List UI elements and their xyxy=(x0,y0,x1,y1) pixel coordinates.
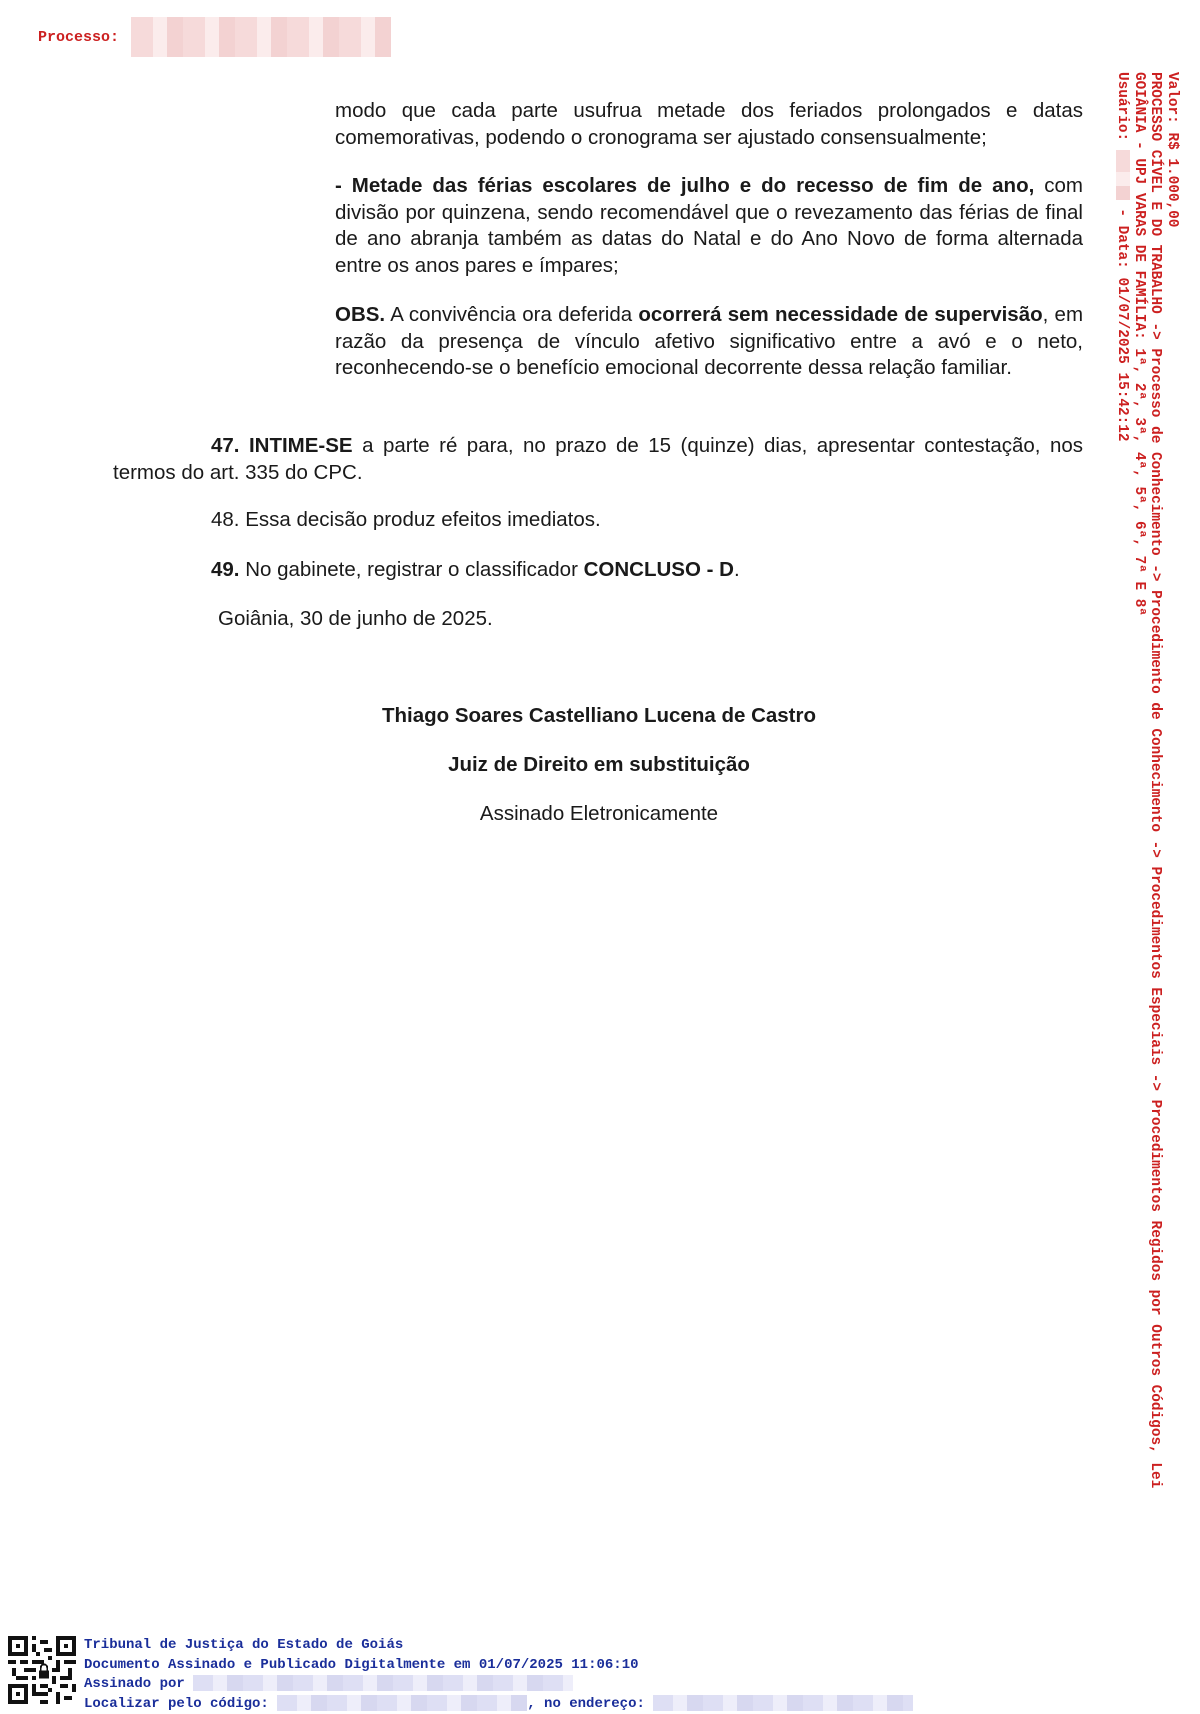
process-header xyxy=(38,20,391,54)
process-number-redacted xyxy=(131,17,391,57)
date-line-text: Goiânia, 30 de junho de 2025. xyxy=(218,607,493,630)
footer-published: Documento Assinado e Publicado Digitalmente em 01/07/2025 11:06:10 xyxy=(84,1656,913,1676)
footer-locate-label: Localizar pelo código: xyxy=(84,1696,269,1712)
item-47-bold: INTIME-SE xyxy=(249,434,353,457)
side-stamp-value: Valor: R$ 1.000,00 xyxy=(1164,72,1181,1712)
paragraph-holidays xyxy=(335,98,1083,151)
obs-bold-phrase: ocorrerá sem necessidade de supervisão xyxy=(638,303,1042,326)
signature-footer xyxy=(8,1636,913,1714)
qr-code-icon[interactable] xyxy=(8,1636,76,1704)
item-48 xyxy=(211,507,601,534)
paragraph-obs xyxy=(335,302,1083,382)
footer-court: Tribunal de Justiça do Estado de Goiás xyxy=(84,1636,913,1656)
side-stamp-user-label: Usuário: xyxy=(1115,72,1131,141)
item-49-number: 49. xyxy=(211,558,240,581)
footer-signer-redacted xyxy=(193,1675,573,1691)
footer-text xyxy=(84,1636,913,1714)
obs-text-1: A convivência ora deferida xyxy=(385,303,638,326)
signer-name: Thiago Soares Castelliano Lucena de Castro xyxy=(335,703,863,729)
footer-code-redacted[interactable] xyxy=(277,1695,527,1711)
side-stamp-court: GOIÂNIA - UPJ VARAS DE FAMÍLIA: 1ª, 2ª, 3ª, 4ª, 5ª, 6ª, 7ª E 8ª xyxy=(1131,72,1148,1712)
signer-role: Juiz de Direito em substituição xyxy=(335,752,863,778)
paragraph-vacations xyxy=(335,173,1083,279)
side-stamp xyxy=(1100,72,1180,1712)
process-label: Processo: xyxy=(38,29,119,46)
footer-signed-by xyxy=(84,1675,913,1695)
footer-address-redacted[interactable] xyxy=(653,1695,913,1711)
item-47-number: 47. xyxy=(211,434,240,457)
item-49-end: . xyxy=(734,558,740,581)
obs-text-2: , em razão da presença de vínculo afetivo significativo entre a avó e o neto, reconhecendo-se o benefício emocional decorrente dessa relação familiar. xyxy=(335,303,1083,379)
date-line xyxy=(218,606,493,633)
side-stamp-date: - Data: 01/07/2025 15:42:12 xyxy=(1115,200,1131,442)
side-stamp-user xyxy=(1114,72,1131,1712)
item-49-bold: CONCLUSO - D xyxy=(584,558,734,581)
signature-note: Assinado Eletronicamente xyxy=(335,801,863,827)
paragraph-vacations-text: com divisão por quinzena, sendo recomendável que o revezamento das férias de final de ano abranja também as datas do Natal e do Ano Novo de forma alternada entre os anos pares e ímpares; xyxy=(335,174,1083,277)
item-47 xyxy=(113,433,1083,486)
item-47-text: a parte ré para, no prazo de 15 (quinze) dias, apresentar contestação, nos termos do art. 335 do CPC. xyxy=(113,434,1083,484)
obs-label: OBS. xyxy=(335,303,385,326)
side-stamp-class: PROCESSO CÍVEL E DO TRABALHO -> Processo de Conhecimento -> Procedimento de Conhecimento -> Procedimentos Especiais -> Procedimentos Regidos por Outros Códigos, Lei xyxy=(1147,72,1164,1712)
footer-signed-by-label: Assinado por xyxy=(84,1676,185,1692)
item-49-text: No gabinete, registrar o classificador xyxy=(240,558,584,581)
footer-locate xyxy=(84,1695,913,1714)
paragraph-vacations-bold: - Metade das férias escolares de julho e do recesso de fim de ano, xyxy=(335,174,1034,197)
item-49 xyxy=(211,557,740,584)
paragraph-holidays-text: modo que cada parte usufrua metade dos feriados prolongados e datas comemorativas, podendo o cronograma ser ajustado consensualmente; xyxy=(335,99,1083,149)
footer-address-label: , no endereço: xyxy=(527,1696,645,1712)
item-48-text: 48. Essa decisão produz efeitos imediatos. xyxy=(211,508,601,531)
side-stamp-user-redacted xyxy=(1116,150,1130,200)
